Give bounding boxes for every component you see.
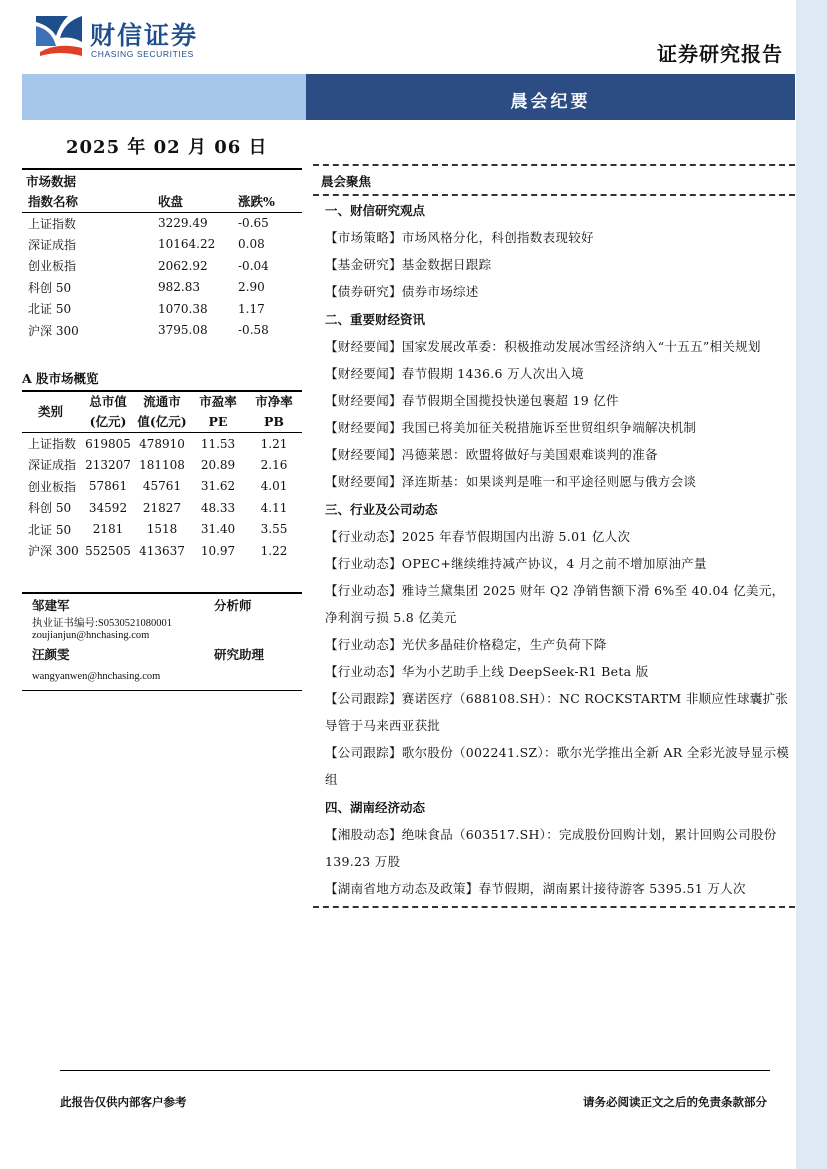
a-share-heading: A 股市场概览 — [22, 371, 99, 386]
table-cell: 3229.49 — [158, 216, 208, 230]
table-cell: 1070.38 — [158, 301, 208, 316]
section-title: 一、财信研究观点 — [325, 203, 426, 218]
table-header-row — [22, 392, 302, 412]
analyst-block — [22, 590, 302, 688]
list-item[interactable]: 【湖南省地方动态及政策】春节假期，湖南累计接待游客 5395.51 万人次 — [325, 881, 746, 896]
a-share-table — [22, 392, 302, 562]
list-item[interactable]: 【行业动态】光伏多晶硅价格稳定，生产负荷下降 — [325, 637, 607, 652]
table-cell: 3795.08 — [158, 323, 208, 338]
list-item[interactable]: 【公司跟踪】赛诺医疗（688108.SH）：NC ROCKSTARTM 非顺应性球囊扩张导管于马来西亚获批 — [325, 691, 789, 733]
table-cell: 20.89 — [200, 457, 236, 472]
list-item[interactable]: 【财经要闻】春节假期全国揽投快递包裹超 19 亿件 — [325, 393, 619, 408]
section-title: 二、重要财经资讯 — [325, 312, 426, 327]
table-cell: 3.55 — [260, 522, 288, 537]
footer-notice-left: 此报告仅供内部客户参考 — [60, 1095, 187, 1109]
table-cell: 57861 — [88, 479, 128, 494]
report-type: 证券研究报告 — [657, 42, 783, 66]
brand-name-cn: 财信证券 — [90, 21, 199, 50]
market-data-heading: 市场数据 — [22, 168, 302, 186]
list-item[interactable]: 【市场策略】市场风格分化，科创指数表现较好 — [325, 230, 594, 245]
table-cell: 0.08 — [238, 237, 265, 252]
table-row — [22, 320, 302, 342]
table-cell: 4.01 — [260, 479, 288, 494]
table-row — [22, 519, 302, 541]
dashed-divider — [313, 906, 795, 908]
table-header-cell: 涨跌% — [220, 190, 302, 212]
list-item[interactable]: 【财经要闻】我国已将美加征关税措施诉至世贸组织争端解决机制 — [325, 420, 697, 435]
table-header-cell: (亿元) — [89, 414, 127, 429]
title-banner — [22, 74, 795, 120]
table-cell: 31.40 — [200, 522, 236, 537]
table-cell: 1.21 — [260, 436, 288, 451]
table-header-cell: PB — [264, 414, 284, 429]
focus-heading: 晨会聚焦 — [321, 174, 372, 189]
footer-divider — [60, 1070, 770, 1071]
table-cell: 沪深 300 — [28, 544, 79, 559]
brand-name-en: CHASING SECURITIES — [91, 49, 194, 59]
morning-focus — [313, 164, 795, 908]
table-cell: 深证成指 — [28, 237, 77, 252]
list-item[interactable]: 【财经要闻】春节假期 1436.6 万人次出入境 — [325, 366, 584, 381]
table-cell: 982.83 — [158, 280, 200, 295]
brand-logo — [34, 12, 234, 60]
table-row — [22, 540, 302, 562]
table-header-cell: 市净率 — [255, 394, 293, 409]
table-row — [22, 255, 302, 277]
table-cell: 10164.22 — [158, 237, 216, 252]
footer-notice-right: 请务必阅读正文之后的免责条款部分 — [583, 1095, 767, 1109]
table-cell: 北证 50 — [28, 302, 72, 317]
table-header-cell: 类别 — [38, 404, 64, 419]
table-cell: -0.04 — [238, 258, 269, 273]
table-cell: 1.22 — [260, 543, 288, 558]
table-header-cell: PE — [208, 414, 228, 429]
list-item[interactable]: 【基金研究】基金数据日跟踪 — [325, 257, 492, 272]
list-item[interactable]: 【行业动态】2025 年春节假期国内出游 5.01 亿人次 — [325, 529, 631, 544]
report-date: 2025 年 02 月 06 日 — [66, 137, 268, 158]
list-item[interactable]: 【财经要闻】国家发展改革委：积极推动发展冰雪经济纳入“十五五”相关规划 — [325, 339, 761, 354]
table-cell: 413637 — [139, 543, 185, 558]
table-cell: 4.11 — [260, 500, 288, 515]
table-cell: -0.58 — [238, 323, 269, 338]
table-row — [22, 476, 302, 498]
banner-left-band — [22, 74, 306, 120]
table-cell: 11.53 — [200, 436, 236, 451]
table-cell: 1.17 — [238, 301, 265, 316]
table-cell: 213207 — [85, 457, 131, 472]
table-header-cell: 收盘 — [126, 190, 220, 212]
analyst-role: 分析师 — [214, 598, 252, 613]
analyst-cert-number: 执业证书编号:S0530521080001 — [32, 618, 173, 629]
table-cell: 552505 — [85, 543, 131, 558]
table-cell: 科创 50 — [28, 280, 72, 295]
table-cell: 2.90 — [238, 280, 265, 295]
table-cell: 2181 — [92, 522, 124, 537]
analyst-name: 邹建军 — [32, 598, 70, 613]
section-title: 四、湖南经济动态 — [325, 800, 426, 815]
table-cell: 北证 50 — [28, 522, 72, 537]
table-header-cell: 流通市 — [143, 394, 181, 409]
list-item[interactable]: 【行业动态】华为小艺助手上线 DeepSeek-R1 Beta 版 — [325, 664, 649, 679]
table-cell: 科创 50 — [28, 501, 72, 516]
section-title: 三、行业及公司动态 — [325, 502, 438, 517]
table-cell: 上证指数 — [28, 216, 77, 231]
table-cell: 21827 — [142, 500, 182, 515]
table-cell: 创业板指 — [28, 259, 77, 274]
table-row — [22, 298, 302, 320]
table-cell: 2.16 — [260, 457, 288, 472]
list-item[interactable]: 【公司跟踪】歌尔股份（002241.SZ）：歌尔光学推出全新 AR 全彩光波导显示模组 — [325, 745, 790, 787]
divider — [22, 690, 302, 691]
table-row — [22, 277, 302, 299]
table-cell: 沪深 300 — [28, 323, 79, 338]
table-header-cell: 总市值 — [89, 394, 127, 409]
table-header-cell: 市盈率 — [199, 394, 237, 409]
table-cell: 10.97 — [200, 543, 236, 558]
table-cell: 2062.92 — [158, 258, 208, 273]
table-row — [22, 497, 302, 519]
table-header-row — [22, 190, 302, 212]
table-cell: 1518 — [146, 522, 178, 537]
list-item[interactable]: 【财经要闻】冯德莱恩：欧盟将做好与美国艰难谈判的准备 — [325, 447, 658, 462]
assistant-name: 汪颜雯 — [32, 647, 70, 662]
list-item[interactable]: 【行业动态】OPEC+继续维持减产协议，4 月之前不增加原油产量 — [325, 556, 707, 571]
table-cell: 深证成指 — [28, 458, 77, 473]
table-header-cell: 值(亿元) — [137, 414, 187, 429]
table-cell: 478910 — [139, 436, 185, 451]
table-row — [22, 212, 302, 234]
table-cell: 上证指数 — [28, 437, 77, 451]
table-cell: 48.33 — [200, 500, 236, 515]
analyst-email[interactable]: zoujianjun@hnchasing.com — [32, 630, 150, 641]
assistant-role: 研究助理 — [214, 647, 265, 662]
list-item[interactable]: 【行业动态】雅诗兰黛集团 2025 财年 Q2 净销售额下滑 6%至 40.04 亿美元，净利润亏损 5.8 亿美元 — [325, 583, 785, 625]
list-item[interactable]: 【财经要闻】泽连斯基：如果谈判是唯一和平途径则愿与俄方会谈 — [325, 474, 697, 489]
assistant-email[interactable]: wangyanwen@hnchasing.com — [32, 671, 161, 682]
logo-mark-icon — [34, 12, 84, 58]
right-decorative-strip — [796, 0, 827, 1169]
table-cell: 181108 — [139, 457, 185, 472]
table-cell: 34592 — [88, 500, 128, 515]
table-row — [22, 234, 302, 256]
table-cell: -0.65 — [238, 216, 269, 230]
table-cell: 创业板指 — [28, 479, 77, 494]
table-row — [22, 454, 302, 476]
table-cell: 31.62 — [200, 479, 236, 494]
banner-right-band — [306, 74, 795, 120]
dashed-divider — [313, 194, 795, 196]
list-item[interactable]: 【债券研究】债券市场综述 — [325, 284, 479, 299]
table-header-cell: 指数名称 — [22, 190, 126, 212]
table-cell: 45761 — [142, 479, 182, 494]
market-data-table — [22, 190, 302, 341]
table-cell: 619805 — [85, 436, 131, 451]
list-item[interactable]: 【湘股动态】绝味食品（603517.SH）：完成股份回购计划，累计回购公司股份 139.23 万股 — [325, 827, 777, 869]
banner-title: 晨会纪要 — [510, 92, 591, 112]
table-row — [22, 433, 302, 455]
